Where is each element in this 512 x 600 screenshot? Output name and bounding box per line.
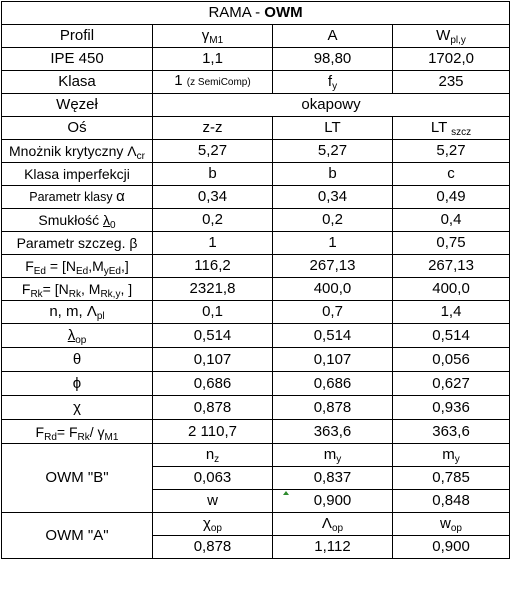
alpha-v2: 0,34 xyxy=(273,186,393,209)
theta-row xyxy=(2,348,510,372)
lop-label xyxy=(2,324,153,348)
fed-sub-c: yEd xyxy=(103,266,121,277)
alpha-label xyxy=(2,186,153,209)
owm-a-r1-v2: 1,112 xyxy=(273,536,393,559)
frd-sub-c: M1 xyxy=(104,431,119,443)
nm-label xyxy=(2,301,153,324)
title-row xyxy=(2,2,510,25)
klasa-row xyxy=(2,71,510,94)
fed-label-d: ,] xyxy=(121,258,129,274)
phi-label: ϕ xyxy=(2,372,153,396)
ipe-gamma: 1,1 xyxy=(153,48,273,71)
owm-a-header-row xyxy=(2,513,510,536)
fed-sub-b: Ed xyxy=(75,266,89,277)
owm-b-h2-sub: y xyxy=(336,454,342,465)
fed-v2: 267,13 xyxy=(273,255,393,278)
frk-label-b: = [N xyxy=(42,281,69,297)
theta-v1: 0,107 xyxy=(153,348,273,372)
frk-sub-b: Rk xyxy=(68,289,81,300)
fy-sub: y xyxy=(332,81,338,92)
fed-sub-a: Ed xyxy=(33,266,46,277)
cell-marker-icon xyxy=(283,491,289,495)
nm-v3: 1,4 xyxy=(393,301,510,324)
smuklosc-label-text: Smukłość xyxy=(38,212,103,228)
owm-b-header-row xyxy=(2,444,510,467)
phi-v3: 0,627 xyxy=(393,372,510,396)
os-v1: z-z xyxy=(153,117,273,140)
klasa-note: (z SemiComp) xyxy=(186,77,251,88)
alpha-row xyxy=(2,186,510,209)
frd-v2: 363,6 xyxy=(273,420,393,444)
mnoznik-row xyxy=(2,140,510,163)
lop-row xyxy=(2,324,510,348)
lop-v2: 0,514 xyxy=(273,324,393,348)
owm-a-h2-main: Λ xyxy=(321,515,332,532)
mnoznik-label-sub: cr xyxy=(136,151,145,162)
frd-row xyxy=(2,420,510,444)
alpha-label-text: Parametr klasy xyxy=(29,190,117,204)
klasa-imperfekcji-v3: c xyxy=(393,163,510,186)
smuklosc-v3: 0,4 xyxy=(393,209,510,232)
header-profil: Profil xyxy=(2,25,153,48)
owm-b-r1-v3: 0,785 xyxy=(393,467,510,490)
owm-b-w-v3: 0,848 xyxy=(393,490,510,513)
fed-label-b: = [N xyxy=(46,258,76,274)
phi-row xyxy=(2,372,510,396)
header-w-sub: pl,y xyxy=(450,35,466,46)
owm-b-h2-main: m xyxy=(323,446,337,463)
chi-row xyxy=(2,396,510,420)
os-v3-main: LT xyxy=(430,119,447,136)
owm-b-r1-v1: 0,063 xyxy=(153,467,273,490)
frd-sub-a: Rd xyxy=(44,431,57,443)
frk-row xyxy=(2,278,510,301)
beta-label: Parametr szczeg. β xyxy=(2,232,153,255)
ipe-row xyxy=(2,48,510,71)
theta-v2: 0,107 xyxy=(273,348,393,372)
beta-v2: 1 xyxy=(273,232,393,255)
owm-a-h1 xyxy=(153,513,273,536)
owm-b-h1-main: n xyxy=(205,446,215,463)
beta-v1: 1 xyxy=(153,232,273,255)
mnoznik-v2: 5,27 xyxy=(273,140,393,163)
owm-a-r1-v3: 0,900 xyxy=(393,536,510,559)
mnoznik-v1: 5,27 xyxy=(153,140,273,163)
header-gamma-sub: M1 xyxy=(209,35,224,46)
fy-value: 235 xyxy=(393,71,510,94)
chi-label: χ xyxy=(2,396,153,420)
owm-a-h1-sub: op xyxy=(210,523,222,534)
nm-v2: 0,7 xyxy=(273,301,393,324)
owm-a-h2-sub: op xyxy=(331,523,344,534)
owm-b-label: OWM "B" xyxy=(2,444,153,513)
nm-row xyxy=(2,301,510,324)
phi-v1: 0,686 xyxy=(153,372,273,396)
owm-b-w-label: w xyxy=(153,490,273,513)
smuklosc-v1: 0,2 xyxy=(153,209,273,232)
owm-a-label: OWM "A" xyxy=(2,513,153,559)
title-prefix: RAMA - xyxy=(208,4,265,21)
frk-sub-c: Rk,y xyxy=(100,289,121,300)
owm-b-h1 xyxy=(153,444,273,467)
os-v3 xyxy=(393,117,510,140)
beta-v3: 0,75 xyxy=(393,232,510,255)
smuklosc-symbol-sub: 0 xyxy=(110,220,116,231)
owm-a-h3-main: w xyxy=(440,515,451,532)
chi-v2: 0,878 xyxy=(273,396,393,420)
frd-label-a: F xyxy=(35,423,45,440)
theta-v3: 0,056 xyxy=(393,348,510,372)
klasa-value-cell xyxy=(153,71,273,94)
ipe-a: 98,80 xyxy=(273,48,393,71)
ipe-w: 1702,0 xyxy=(393,48,510,71)
owm-b-h1-sub: z xyxy=(214,454,220,465)
fed-label-a: F xyxy=(25,258,34,274)
alpha-v1: 0,34 xyxy=(153,186,273,209)
owm-b-r1-v2: 0,837 xyxy=(273,467,393,490)
frk-v2: 400,0 xyxy=(273,278,393,301)
phi-v2: 0,686 xyxy=(273,372,393,396)
owm-a-r1-v1: 0,878 xyxy=(153,536,273,559)
frd-v3: 363,6 xyxy=(393,420,510,444)
klasa-imperfekcji-v1: b xyxy=(153,163,273,186)
owm-a-h3 xyxy=(393,513,510,536)
klasa-label: Klasa xyxy=(2,71,153,94)
fed-label-c: ,M xyxy=(88,258,104,274)
owm-a-h3-sub: op xyxy=(450,523,462,534)
lop-symbol-sub: op xyxy=(75,334,87,346)
frk-label xyxy=(2,278,153,301)
frk-sub-a: Rk xyxy=(30,289,43,300)
lop-symbol: λ xyxy=(67,326,76,344)
smuklosc-symbol: λ xyxy=(103,212,110,228)
chi-v3: 0,936 xyxy=(393,396,510,420)
wezel-value: okapowy xyxy=(153,94,510,117)
mnoznik-label xyxy=(2,140,153,163)
wezel-label: Węzeł xyxy=(2,94,153,117)
header-w xyxy=(393,25,510,48)
nm-label-sub: pl xyxy=(96,311,105,322)
owm-a-h1-main: χ xyxy=(203,515,211,532)
frd-label-b: = F xyxy=(56,423,78,440)
frk-label-c: , M xyxy=(80,281,101,297)
header-gamma-symbol: γ xyxy=(201,27,210,44)
fed-v1: 116,2 xyxy=(153,255,273,278)
header-row xyxy=(2,25,510,48)
owm-b-h3 xyxy=(393,444,510,467)
owm-b-h3-main: m xyxy=(442,446,455,463)
frk-label-d: , ] xyxy=(120,281,133,297)
frd-sub-b: Rk xyxy=(77,431,90,443)
header-a: A xyxy=(273,25,393,48)
header-w-symbol: W xyxy=(436,27,451,44)
mnoznik-label-main: Mnożnik krytyczny Λ xyxy=(9,143,137,159)
beta-row xyxy=(2,232,510,255)
title-bold: OWM xyxy=(264,4,303,21)
fed-v3: 267,13 xyxy=(393,255,510,278)
os-v2: LT xyxy=(273,117,393,140)
frk-label-a: F xyxy=(21,281,31,297)
os-row xyxy=(2,117,510,140)
header-gamma xyxy=(153,25,273,48)
fed-row xyxy=(2,255,510,278)
wezel-row xyxy=(2,94,510,117)
klasa-imperfekcji-label: Klasa imperfekcji xyxy=(2,163,153,186)
lop-v3: 0,514 xyxy=(393,324,510,348)
owm-b-w-v2: 0,900 xyxy=(273,490,393,513)
os-v3-sub: szcz xyxy=(451,127,472,138)
alpha-symbol: α xyxy=(116,188,125,205)
ipe-label: IPE 450 xyxy=(2,48,153,71)
smuklosc-v2: 0,2 xyxy=(273,209,393,232)
fy-symbol: f xyxy=(327,73,333,90)
smuklosc-label xyxy=(2,209,153,232)
alpha-v3: 0,49 xyxy=(393,186,510,209)
frd-label xyxy=(2,420,153,444)
frd-label-c: / γ xyxy=(89,423,105,440)
nm-label-main: n, m, Λ xyxy=(49,303,97,320)
owm-b-h2 xyxy=(273,444,393,467)
owm-table xyxy=(1,1,510,559)
theta-label: θ xyxy=(2,348,153,372)
mnoznik-v3: 5,27 xyxy=(393,140,510,163)
klasa-imperfekcji-v2: b xyxy=(273,163,393,186)
fed-label xyxy=(2,255,153,278)
frk-v1: 2321,8 xyxy=(153,278,273,301)
smuklosc-row xyxy=(2,209,510,232)
owm-b-h3-sub: y xyxy=(454,454,460,465)
table-title xyxy=(2,2,510,25)
os-label: Oś xyxy=(2,117,153,140)
frd-v1: 2 110,7 xyxy=(153,420,273,444)
frk-v3: 400,0 xyxy=(393,278,510,301)
lop-v1: 0,514 xyxy=(153,324,273,348)
klasa-imperfekcji-row xyxy=(2,163,510,186)
fy-label xyxy=(273,71,393,94)
klasa-value: 1 xyxy=(174,72,183,89)
owm-a-h2 xyxy=(273,513,393,536)
chi-v1: 0,878 xyxy=(153,396,273,420)
nm-v1: 0,1 xyxy=(153,301,273,324)
